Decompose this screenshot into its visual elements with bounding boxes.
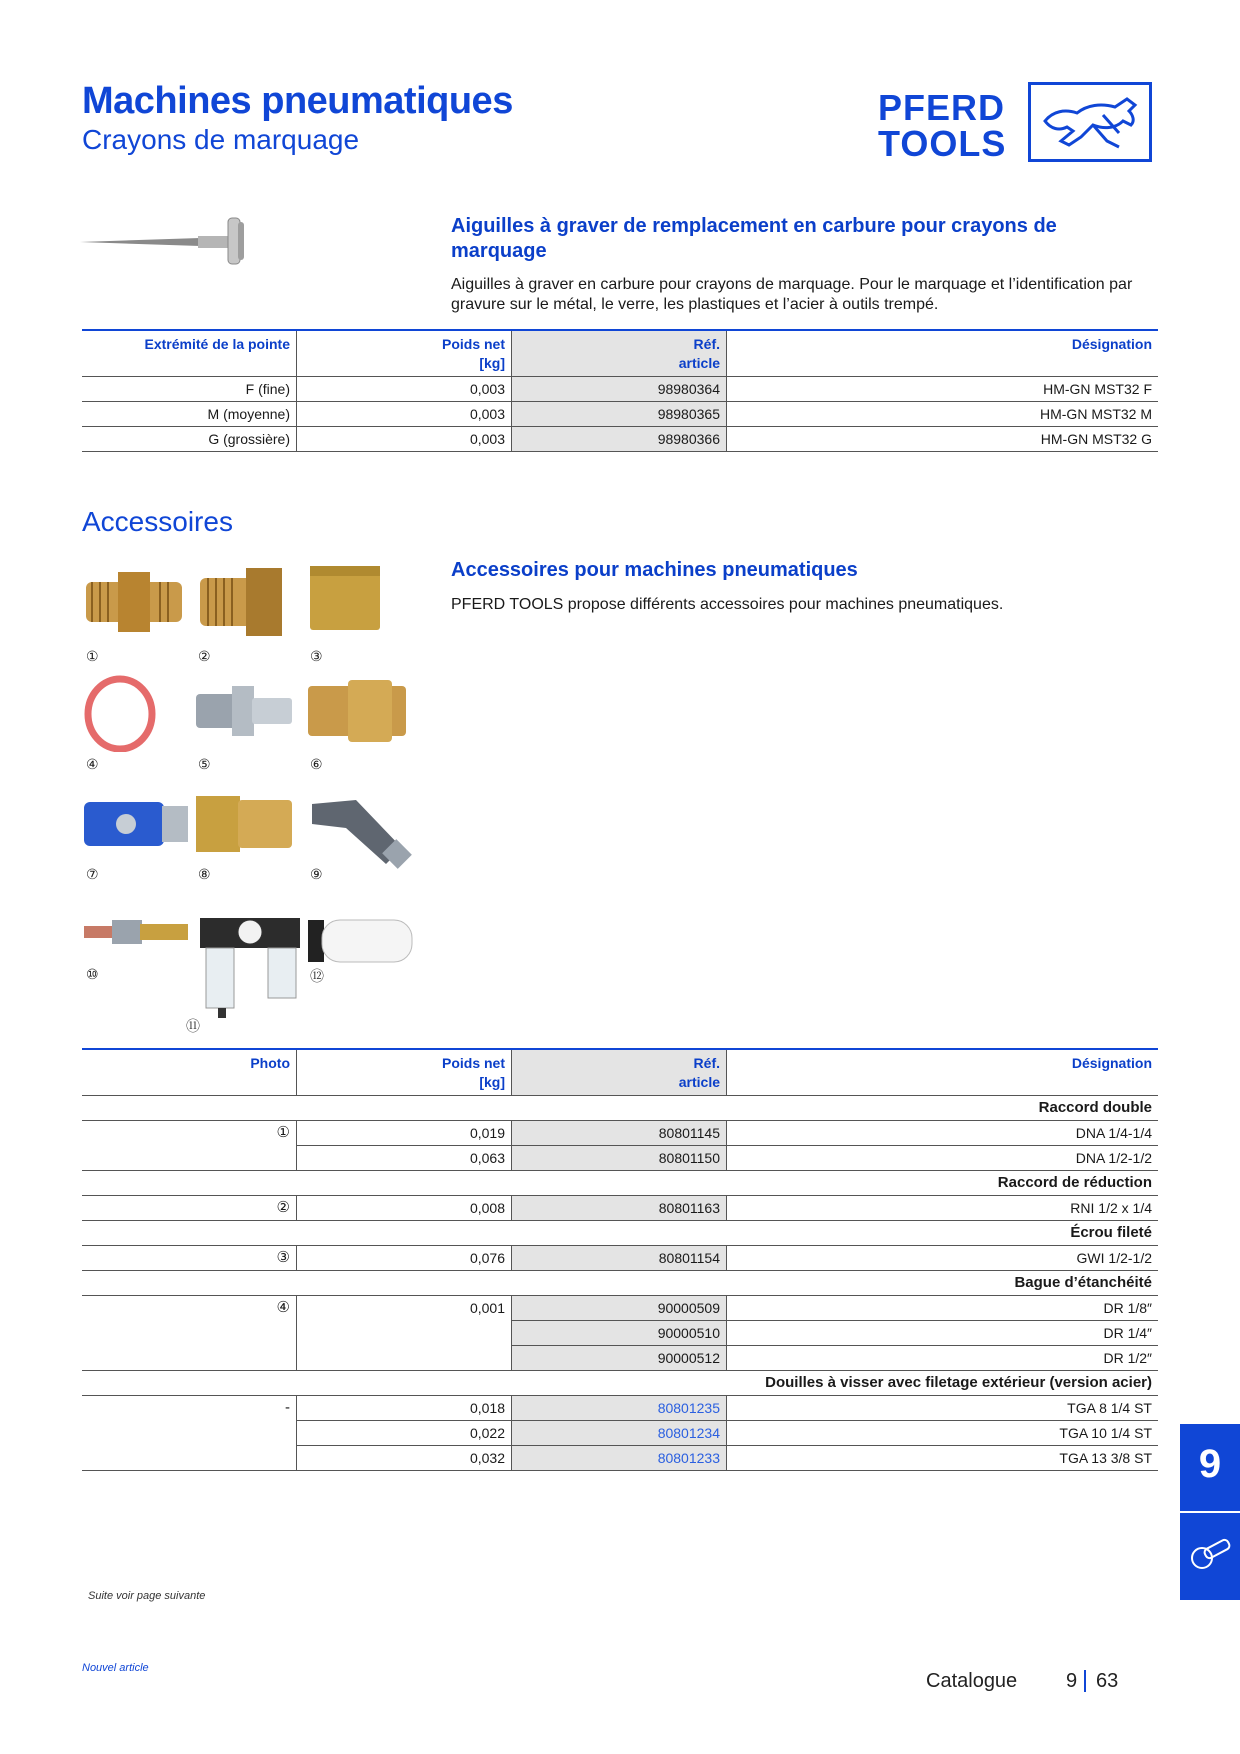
cell-designation: DR 1/8″: [727, 1296, 1159, 1321]
table-row: [82, 377, 1158, 402]
cell-tip: G (grossière): [82, 427, 297, 452]
angled-coupling-image: [306, 790, 412, 870]
cell-ref: 90000509: [512, 1296, 727, 1321]
cell-weight: 0,018: [297, 1396, 512, 1421]
sealing-ring-image: [82, 674, 160, 752]
col-header-tip: Extrémité de la pointe: [82, 330, 297, 377]
cell-ref[interactable]: 80801235: [512, 1396, 727, 1421]
nozzle-image: [82, 914, 192, 950]
group-name: Écrou fileté: [82, 1221, 1158, 1246]
group-row: [82, 1271, 1158, 1296]
caption-2: ②: [198, 648, 211, 664]
logo-text-pferd: PFERD: [878, 87, 1006, 128]
group-name: Douilles à visser avec filetage extérieur (version acier): [82, 1371, 1158, 1396]
cell-photo: ②: [82, 1196, 297, 1221]
group-name: Bague d’étanchéité: [82, 1271, 1158, 1296]
cell-weight: 0,022: [297, 1421, 512, 1446]
cell-weight: 0,003: [297, 402, 512, 427]
table-row: [82, 1396, 1158, 1421]
cell-ref: 80801150: [512, 1146, 727, 1171]
footer-page-number: 63: [1096, 1670, 1119, 1692]
cell-tip: M (moyenne): [82, 402, 297, 427]
cell-weight: 0,001: [297, 1296, 512, 1371]
table-row: [82, 402, 1158, 427]
cell-photo: ①: [82, 1121, 297, 1171]
maintenance-unit-image: [196, 890, 306, 1022]
safety-coupling-image: [82, 796, 190, 852]
caption-10: ⑩: [86, 966, 99, 982]
cell-designation: DR 1/4″: [727, 1321, 1159, 1346]
table-header: [82, 1049, 1158, 1096]
footer-chapter: 9: [1066, 1670, 1078, 1692]
col-header-photo: Photo: [82, 1049, 297, 1096]
cell-ref[interactable]: 80801234: [512, 1421, 727, 1446]
cell-photo: ③: [82, 1246, 297, 1271]
caption-1: ①: [86, 648, 99, 664]
horse-icon: [1028, 82, 1152, 162]
accessoires-title: Accessoires: [82, 506, 233, 537]
cell-weight: 0,032: [297, 1446, 512, 1471]
new-article-legend: Nouvel article: [82, 1662, 149, 1674]
threaded-nut-image: [306, 562, 384, 634]
angle-grinder-icon: [1188, 1528, 1234, 1574]
quick-coupling-image: [306, 676, 408, 746]
col-header-designation: Désignation: [1071, 1055, 1152, 1071]
cell-designation: RNI 1/2 x 1/4: [727, 1196, 1159, 1221]
cell-weight: 0,063: [297, 1146, 512, 1171]
cell-weight: 0,003: [297, 427, 512, 452]
footer-divider: [1084, 1670, 1086, 1692]
group-name: Raccord de réduction: [82, 1171, 1158, 1196]
table-row: [82, 427, 1158, 452]
group-row: [82, 1171, 1158, 1196]
cell-ref: 80801145: [512, 1121, 727, 1146]
footer-catalogue: Catalogue: [926, 1670, 1018, 1692]
col-header-weight: Poids net [kg]: [297, 330, 512, 377]
cell-designation: TGA 10 1/4 ST: [727, 1421, 1159, 1446]
cell-ref: 80801163: [512, 1196, 727, 1221]
group-row: [82, 1371, 1158, 1396]
caption-9: ⑨: [310, 866, 323, 882]
table-row: [82, 1121, 1158, 1146]
cell-designation: HM-GN MST32 G: [727, 427, 1159, 452]
chapter-tab-divider: [1180, 1511, 1240, 1513]
coupling-brass-image: [194, 790, 294, 856]
cell-weight: 0,076: [297, 1246, 512, 1271]
plug-nipple-image: [194, 682, 294, 740]
col-header-ref: Réf. article: [512, 330, 727, 377]
group-row: [82, 1096, 1158, 1121]
cell-designation: TGA 8 1/4 ST: [727, 1396, 1159, 1421]
cell-designation: DR 1/2″: [727, 1346, 1159, 1371]
section-heading-accessories: Accessoires pour machines pneumatiques: [451, 559, 858, 581]
table-row: [82, 1296, 1158, 1321]
cell-weight: 0,019: [297, 1121, 512, 1146]
caption-3: ③: [310, 648, 323, 664]
chapter-tab[interactable]: [1180, 1424, 1240, 1600]
section-heading-needles: Aiguilles à graver de remplacement en carbure pour crayons de marquage: [451, 215, 1057, 262]
cell-ref: 80801154: [512, 1246, 727, 1271]
double-nipple-image: [82, 560, 186, 640]
continuation-note: Suite voir page suivante: [88, 1590, 206, 1602]
col-header-ref: Réf. article: [512, 1049, 727, 1096]
logo-text-tools: TOOLS: [878, 123, 1007, 164]
caption-6: ⑥: [310, 756, 323, 772]
caption-7: ⑦: [86, 866, 99, 882]
cell-designation: HM-GN MST32 F: [727, 377, 1159, 402]
accessories-table: [82, 1048, 1158, 1471]
cell-photo: -: [82, 1396, 297, 1471]
cell-weight: 0,003: [297, 377, 512, 402]
cell-tip: F (fine): [82, 377, 297, 402]
cell-designation: DNA 1/2-1/2: [727, 1146, 1159, 1171]
caption-8: ⑧: [198, 866, 211, 882]
reducing-nipple-image: [194, 560, 288, 640]
table-row: [82, 1246, 1158, 1271]
caption-4: ④: [86, 756, 99, 772]
section-description-accessories: PFERD TOOLS propose différents accessoires pour machines pneumatiques.: [451, 596, 1004, 613]
cell-photo: ④: [82, 1296, 297, 1371]
cell-ref: 98980366: [512, 427, 727, 452]
col-header-weight: Poids net [kg]: [297, 1049, 512, 1096]
table-row: [82, 1196, 1158, 1221]
col-header-designation: Désignation: [1071, 336, 1152, 352]
cell-ref: 98980365: [512, 402, 727, 427]
caption-12: ⑫: [310, 968, 324, 984]
cell-designation: TGA 13 3/8 ST: [727, 1446, 1159, 1471]
cell-ref: 98980364: [512, 377, 727, 402]
group-row: [82, 1221, 1158, 1246]
caption-5: ⑤: [198, 756, 211, 772]
engraving-needle-image: [80, 212, 250, 268]
cell-designation: DNA 1/4-1/4: [727, 1121, 1159, 1146]
cell-ref: 90000510: [512, 1321, 727, 1346]
table-header: [82, 330, 1158, 377]
group-name: Raccord double: [82, 1096, 1158, 1121]
filter-cartridge-image: [306, 916, 420, 966]
cell-designation: GWI 1/2-1/2: [727, 1246, 1159, 1271]
chapter-tab-number: 9: [1198, 1442, 1222, 1486]
page-title: Machines pneumatiques: [82, 80, 513, 122]
cell-weight: 0,008: [297, 1196, 512, 1221]
cell-ref: 90000512: [512, 1346, 727, 1371]
page-subtitle: Crayons de marquage: [82, 124, 360, 155]
needles-table: [82, 329, 1158, 452]
caption-11: ⑪: [186, 1018, 200, 1034]
cell-designation: HM-GN MST32 M: [727, 402, 1159, 427]
cell-ref[interactable]: 80801233: [512, 1446, 727, 1471]
pferd-tools-logo: [878, 82, 1158, 166]
section-description-needles: Aiguilles à graver en carbure pour crayons de marquage. Pour le marquage et l’identification par gravure sur le métal, le verre, les plastiques et l’acier à outils trempé.: [451, 276, 1133, 313]
